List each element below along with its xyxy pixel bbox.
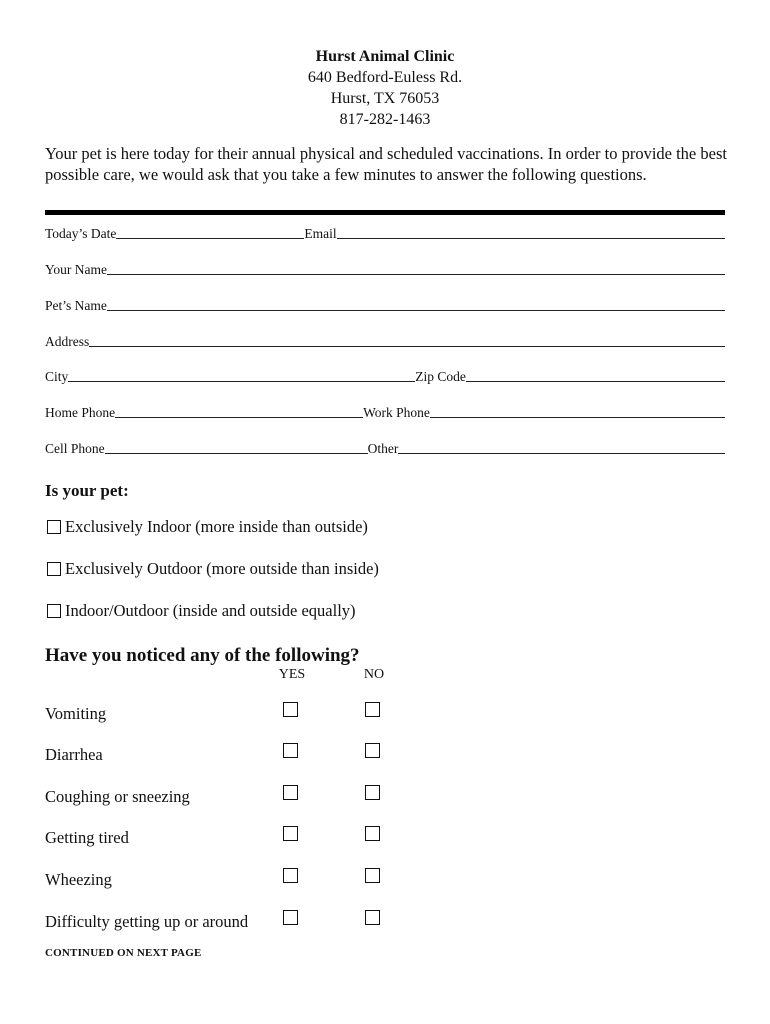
indoor-label: Exclusively Indoor (more inside than outside) <box>65 517 368 536</box>
option-indoor-outdoor[interactable] <box>47 600 356 622</box>
diarrhea-no-checkbox[interactable] <box>365 743 380 758</box>
symptom-row-coughing <box>45 785 445 807</box>
your-name-label: Your Name <box>45 262 108 277</box>
email-label: Email <box>304 226 337 241</box>
symptom-label: Coughing or sneezing <box>45 787 190 806</box>
symptom-row-tired <box>45 826 445 848</box>
outdoor-checkbox[interactable] <box>47 562 61 576</box>
address-row <box>45 332 725 350</box>
continued-note: CONTINUED ON NEXT PAGE <box>45 947 202 959</box>
no-column-header: NO <box>363 667 385 682</box>
indoor-checkbox[interactable] <box>47 520 61 534</box>
clinic-phone: 817-282-1463 <box>339 111 431 128</box>
other-label: Other <box>367 441 399 456</box>
symptom-label: Diarrhea <box>45 745 103 764</box>
outdoor-label: Exclusively Outdoor (more outside than inside) <box>65 559 379 578</box>
symptoms-heading: Have you noticed any of the following? <box>45 645 360 666</box>
symptom-row-mobility <box>45 910 445 932</box>
clinic-name: Hurst Animal Clinic <box>315 48 455 65</box>
symptom-row-wheezing <box>45 868 445 890</box>
cell-phone-label: Cell Phone <box>45 441 105 456</box>
vomiting-no-checkbox[interactable] <box>365 702 380 717</box>
option-outdoor[interactable] <box>47 558 379 580</box>
home-phone-field[interactable] <box>115 405 363 418</box>
coughing-no-checkbox[interactable] <box>365 785 380 800</box>
indoor-outdoor-checkbox[interactable] <box>47 604 61 618</box>
section-divider <box>45 210 725 215</box>
address-field[interactable] <box>89 334 725 347</box>
your-name-field[interactable] <box>107 262 725 275</box>
intro-paragraph: Your pet is here today for their annual physical and scheduled vaccinations. In order to provide the best possible care, we would ask that you take a few minutes to answer the following questions. <box>45 144 727 184</box>
cell-other-row <box>45 439 725 457</box>
clinic-address-line2: Hurst, TX 76053 <box>330 90 440 107</box>
option-indoor[interactable] <box>47 516 368 538</box>
wheezing-yes-checkbox[interactable] <box>283 868 298 883</box>
symptom-label: Vomiting <box>45 704 107 723</box>
pets-name-row <box>45 296 725 314</box>
yes-column-header: YES <box>278 667 306 682</box>
zip-code-field[interactable] <box>466 369 725 382</box>
other-field[interactable] <box>398 441 725 454</box>
zip-code-label: Zip Code <box>415 369 466 384</box>
tired-no-checkbox[interactable] <box>365 826 380 841</box>
city-zip-row <box>45 367 725 385</box>
symptom-label: Getting tired <box>45 828 129 847</box>
wheezing-no-checkbox[interactable] <box>365 868 380 883</box>
city-label: City <box>45 369 69 384</box>
indoor-outdoor-label: Indoor/Outdoor (inside and outside equally) <box>65 601 356 620</box>
city-field[interactable] <box>68 369 415 382</box>
symptom-label: Difficulty getting up or around <box>45 912 249 931</box>
symptom-row-diarrhea <box>45 743 445 765</box>
address-label: Address <box>45 334 90 349</box>
pets-name-field[interactable] <box>107 298 725 311</box>
your-name-row <box>45 260 725 278</box>
email-field[interactable] <box>337 226 725 239</box>
cell-phone-field[interactable] <box>105 441 368 454</box>
diarrhea-yes-checkbox[interactable] <box>283 743 298 758</box>
symptom-label: Wheezing <box>45 870 112 889</box>
pets-name-label: Pet’s Name <box>45 298 107 313</box>
clinic-address-line1: 640 Bedford-Euless Rd. <box>307 69 463 86</box>
clinic-header <box>0 46 770 130</box>
home-work-phone-row <box>45 403 725 421</box>
environment-heading: Is your pet: <box>45 481 129 500</box>
vomiting-yes-checkbox[interactable] <box>283 702 298 717</box>
work-phone-label: Work Phone <box>363 405 430 420</box>
home-phone-label: Home Phone <box>45 405 116 420</box>
todays-date-label: Today’s Date <box>45 226 117 241</box>
symptom-row-vomiting <box>45 702 445 724</box>
mobility-yes-checkbox[interactable] <box>283 910 298 925</box>
work-phone-field[interactable] <box>430 405 725 418</box>
todays-date-field[interactable] <box>116 226 304 239</box>
coughing-yes-checkbox[interactable] <box>283 785 298 800</box>
mobility-no-checkbox[interactable] <box>365 910 380 925</box>
tired-yes-checkbox[interactable] <box>283 826 298 841</box>
date-email-row <box>45 224 725 242</box>
